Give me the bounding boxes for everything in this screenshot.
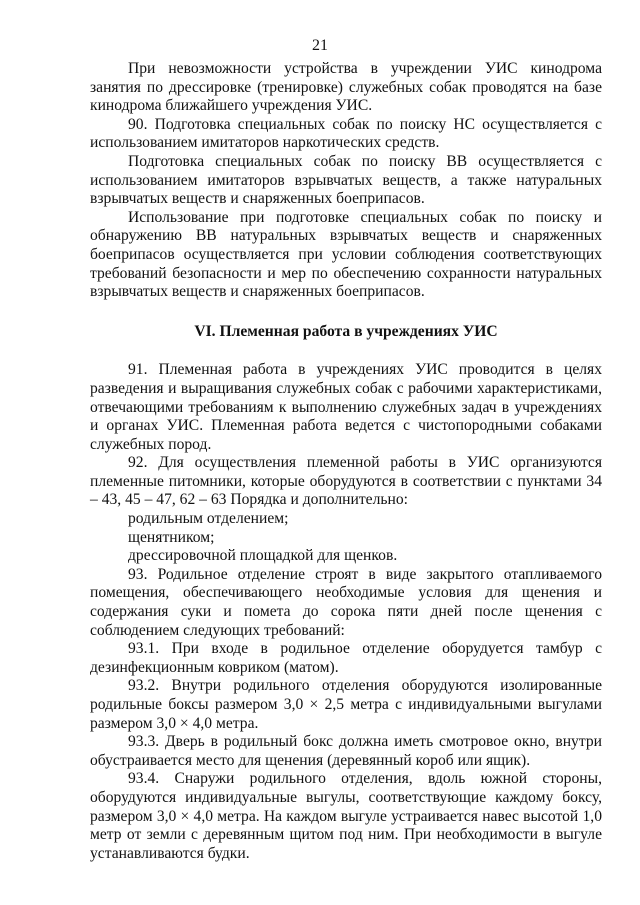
paragraph-93: 93. Родильное отделение строят в виде закрытого отапливаемого помещения, обеспечивающего необходимые условия для щенения и содержания суки и помета до сорока пяти дней после щенения с соблюдением следующих требований: [90, 565, 602, 639]
list-item: родильным отделением; [128, 510, 289, 528]
page-number: 21 [312, 37, 328, 54]
paragraph-93-3: 93.3. Дверь в родильный бокс должна иметь смотровое окно, внутри обустраивается место для щенения (деревянный короб или ящик). [90, 733, 602, 769]
paragraph-91: 91. Племенная работа в учреждениях УИС проводится в целях разведения и выращивания служебных собак с рабочими характеристиками, отвечающими требованиям к выполнению служебных задач в учреждениях и органах УИС. Племенная работа ведется с чистопородными собаками служебных пород. [90, 361, 602, 453]
paragraph: Использование при подготовке специальных собак по поиску и обнаружению ВВ натуральных взрывчатых веществ и снаряженных боеприпасов осуществляется при условии соблюдения соответствующих требований безопасности и мер по обеспечению сохранности натуральных взрывчатых веществ и снаряженных боеприпасов. [90, 208, 602, 301]
paragraph-93-1: 93.1. При входе в родильное отделение оборудуется тамбур с дезинфекционным ковриком (матом). [90, 640, 602, 676]
list-item: дрессировочной площадкой для щенков. [128, 547, 398, 565]
paragraph-92: 92. Для осуществления племенной работы в УИС организуются племенные питомники, которые оборудуются в соответствии с пунктами 34 – 43, 45 – 47, 62 – 63 Порядка и дополнительно: [90, 454, 602, 509]
section-heading: VI. Племенная работа в учреждениях УИС [194, 322, 498, 340]
paragraph-93-2: 93.2. Внутри родильного отделения оборудуются изолированные родильные боксы размером 3,0 × 2,5 метра с индивидуальными выгулами размером 3,0 × 4,0 метра. [90, 677, 602, 732]
paragraph: Подготовка специальных собак по поиску ВВ осуществляется с использованием имитаторов взрывчатых веществ, а также натуральных взрывчатых веществ и снаряженных боеприпасов. [90, 152, 602, 208]
list-item: щенятником; [128, 528, 215, 546]
paragraph: При невозможности устройства в учреждении УИС кинодрома занятия по дрессировке (тренировке) служебных собак проводятся на базе кинодрома ближайшего учреждения УИС. [90, 60, 602, 115]
document-body [90, 60, 602, 863]
paragraph-93-4: 93.4. Снаружи родильного отделения, вдоль южной стороны, оборудуются индивидуальные выгулы, соответствующие каждому боксу, размером 3,0 × 4,0 метра. На каждом выгуле устраивается навес высотой 1,0 метр от земли с деревянным щитом под ним. При необходимости в выгуле устанавливаются будки. [90, 770, 602, 862]
paragraph-90: 90. Подготовка специальных собак по поиску НС осуществляется с использованием имитаторов наркотических средств. [90, 115, 602, 152]
